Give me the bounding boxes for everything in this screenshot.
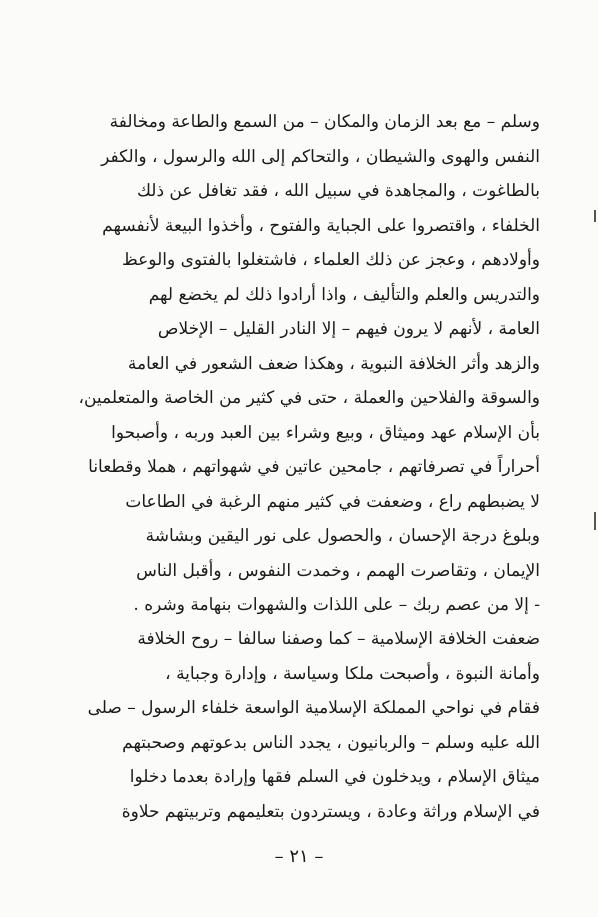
text-line: بالطاغوت ، والمجاهدة في سبيل الله ، فقد تغافل عن ذلك — [136, 181, 540, 201]
text-line: والسوقة والفلاحين والعملة ، حتى في كثير من الخاصة والمتعلمين، — [78, 388, 540, 408]
text-line: ميثاق الإسلام ، ويدخلون في السلم فقها وإرادة بعدما دخلوا — [129, 767, 540, 787]
text-line: في الإسلام وراثة وعادة ، ويستردون بتعليمهم وتربيتهم حلاوة — [121, 801, 540, 822]
text-line: لا يضبطهم راع ، وضعفت في كثير منهم الرغبة في الطاعات — [125, 491, 540, 512]
text-line: وأولادهم ، وعجز عن ذلك العلماء ، فاشتغلوا بالفتوى والوعظ — [122, 250, 540, 270]
text-line: وأمانة النبوة ، وأصبحت ملكا وسياسة ، وإدارة وجباية ، — [165, 663, 540, 684]
text-line: الإيمان ، وتقاصرت الهمم ، وخمدت النفوس ، وأقبل الناس — [136, 560, 540, 581]
text-line: الله عليه وسلم – والربانيون ، يجدد الناس بدعوتهم وصحبتهم — [122, 732, 540, 753]
text-line: الخلفاء ، واقتصروا على الجباية والفتوح ، وأخذوا البيعة لأنفسهم — [102, 215, 540, 236]
text-line: بأن الإسلام عهد وميثاق ، وبيع وشراء بين العبد وربه ، وأصبحوا — [111, 422, 540, 443]
text-line: وبلوغ درجة الإحسان ، والحصول على نور اليقين وبشاشة — [145, 526, 540, 546]
paragraph-2 — [70, 622, 540, 829]
text-line: النفس والهوى والشيطان ، والتحاكم إلى الله والرسول ، والكفر — [101, 146, 540, 167]
text-line: والتدريس والعلم والتأليف ، واذا أرادوا ذلك لم يخضع لهم — [148, 284, 540, 305]
text-line: العامة ، لأنهم لا يرون فيهم – إلا النادر القليل – الإخلاص — [157, 319, 540, 339]
text-line: فقام في نواحي المملكة الإسلامية الواسعة خلفاء الرسول – صلى — [87, 698, 540, 718]
text-line: والزهد وأثر الخلافة النبوية ، وهكذا ضعف الشعور في العامة — [127, 353, 540, 374]
margin-mark — [594, 210, 596, 222]
text-line: - إلا من عصم ربك – على اللذات والشهوات بنهامة وشره . — [133, 595, 540, 615]
margin-mark — [594, 512, 596, 530]
paragraph-1 — [70, 105, 540, 623]
text-line: وسلم – مع بعد الزمان والمكان – من السمع والطاعة ومخالفة — [109, 112, 540, 132]
page-number: – ٢١ – — [274, 846, 324, 867]
text-line: ضعفت الخلافة الإسلامية – كما وصفنا سالفا – روح الخلافة — [137, 629, 540, 649]
text-line: أحراراً في تصرفاتهم ، جامحين عاتين في شهواتهم ، هملا وقطعانا — [88, 457, 540, 477]
